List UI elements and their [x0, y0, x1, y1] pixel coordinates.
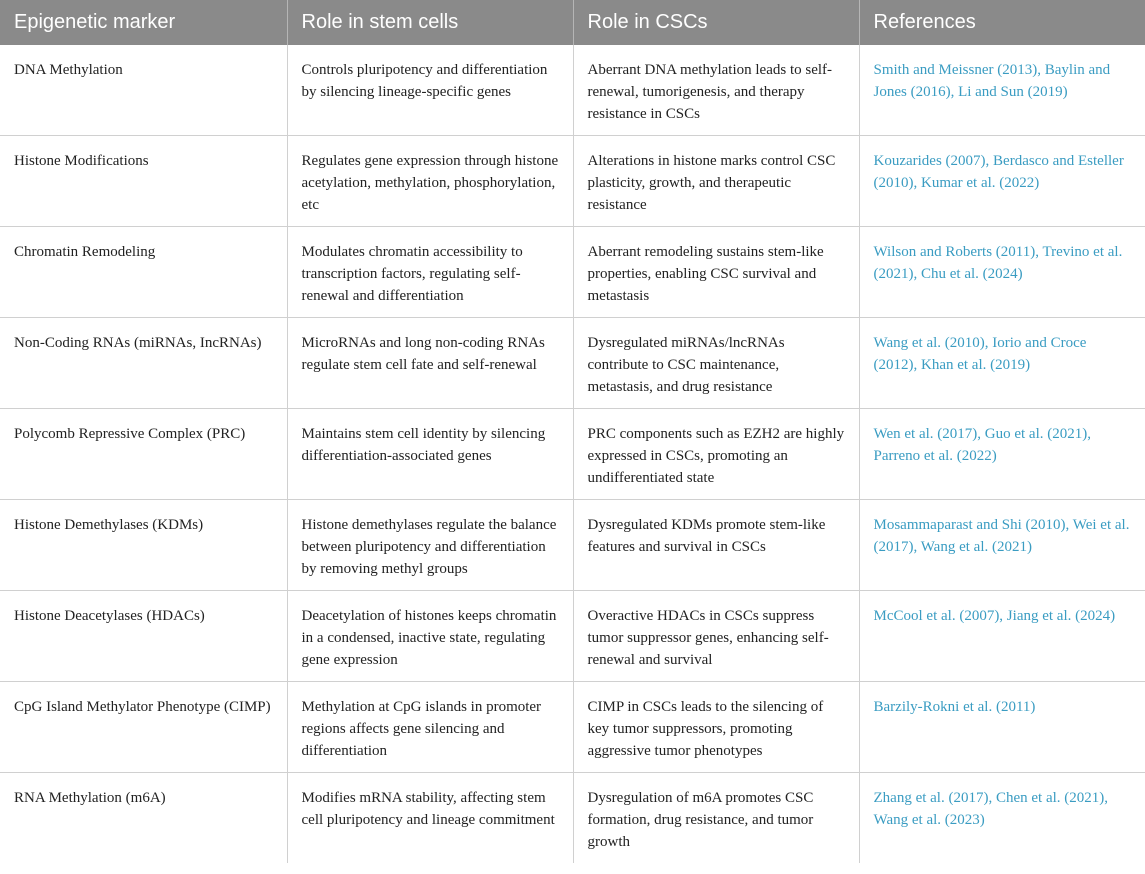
- marker-cell: DNA Methylation: [0, 45, 287, 136]
- references-link[interactable]: Smith and Meissner (2013), Baylin and Jones (2016), Li and Sun (2019): [859, 45, 1145, 136]
- csc-role-cell: Dysregulated KDMs promote stem-like features and survival in CSCs: [573, 500, 859, 591]
- stem-role-cell: Histone demethylases regulate the balance between pluripotency and differentiation by removing methyl groups: [287, 500, 573, 591]
- csc-role-cell: CIMP in CSCs leads to the silencing of key tumor suppressors, promoting aggressive tumor phenotypes: [573, 682, 859, 773]
- references-link[interactable]: Wen et al. (2017), Guo et al. (2021), Parreno et al. (2022): [859, 409, 1145, 500]
- csc-role-cell: Overactive HDACs in CSCs suppress tumor suppressor genes, enhancing self-renewal and survival: [573, 591, 859, 682]
- header-row: [0, 0, 1145, 45]
- csc-role-cell: Alterations in histone marks control CSC plasticity, growth, and therapeutic resistance: [573, 136, 859, 227]
- marker-cell: Non-Coding RNAs (miRNAs, IncRNAs): [0, 318, 287, 409]
- references-link[interactable]: Barzily-Rokni et al. (2011): [859, 682, 1145, 773]
- stem-role-cell: Deacetylation of histones keeps chromatin in a condensed, inactive state, regulating gene expression: [287, 591, 573, 682]
- stem-role-cell: Methylation at CpG islands in promoter regions affects gene silencing and differentiation: [287, 682, 573, 773]
- table-row: [0, 318, 1145, 409]
- header-role-in-cscs: Role in CSCs: [573, 0, 859, 45]
- marker-cell: CpG Island Methylator Phenotype (CIMP): [0, 682, 287, 773]
- header-epigenetic-marker: Epigenetic marker: [0, 0, 287, 45]
- csc-role-cell: Aberrant remodeling sustains stem-like properties, enabling CSC survival and metastasis: [573, 227, 859, 318]
- table-row: [0, 227, 1145, 318]
- header-role-in-stem-cells: Role in stem cells: [287, 0, 573, 45]
- marker-cell: RNA Methylation (m6A): [0, 773, 287, 864]
- references-link[interactable]: Wilson and Roberts (2011), Trevino et al. (2021), Chu et al. (2024): [859, 227, 1145, 318]
- csc-role-cell: Dysregulated miRNAs/lncRNAs contribute to CSC maintenance, metastasis, and drug resistance: [573, 318, 859, 409]
- marker-cell: Chromatin Remodeling: [0, 227, 287, 318]
- table-header: [0, 0, 1145, 45]
- stem-role-cell: Modifies mRNA stability, affecting stem cell pluripotency and lineage commitment: [287, 773, 573, 864]
- references-link[interactable]: Zhang et al. (2017), Chen et al. (2021), Wang et al. (2023): [873, 790, 1109, 828]
- csc-role-cell: Aberrant DNA methylation leads to self-renewal, tumorigenesis, and therapy resistance in CSCs: [573, 45, 859, 136]
- references-link[interactable]: McCool et al. (2007), Jiang et al. (2024): [859, 591, 1145, 682]
- stem-role-cell: Regulates gene expression through histone acetylation, methylation, phosphorylation, etc: [287, 136, 573, 227]
- table-row: [0, 409, 1145, 500]
- references-link[interactable]: Mosammaparast and Shi (2010), Wei et al. (2017), Wang et al. (2021): [859, 500, 1145, 591]
- table-row: [0, 136, 1145, 227]
- table-row: [0, 500, 1145, 591]
- table-row: [0, 773, 1145, 864]
- stem-role-cell: Controls pluripotency and differentiation by silencing lineage-specific genes: [287, 45, 573, 136]
- table-row: [0, 682, 1145, 773]
- marker-cell: Polycomb Repressive Complex (PRC): [0, 409, 287, 500]
- stem-role-cell: Maintains stem cell identity by silencing differentiation-associated genes: [287, 409, 573, 500]
- stem-role-cell: Modulates chromatin accessibility to transcription factors, regulating self-renewal and differentiation: [287, 227, 573, 318]
- csc-role-cell: PRC components such as EZH2 are highly expressed in CSCs, promoting an undifferentiated state: [573, 409, 859, 500]
- table-body: [0, 45, 1145, 863]
- references-link[interactable]: Wang et al. (2010), Iorio and Croce (2012), Khan et al. (2019): [859, 318, 1145, 409]
- table-row: [0, 591, 1145, 682]
- marker-cell: Histone Deacetylases (HDACs): [0, 591, 287, 682]
- marker-cell: Histone Modifications: [0, 136, 287, 227]
- header-references: References: [859, 0, 1145, 45]
- stem-role-cell: MicroRNAs and long non-coding RNAs regulate stem cell fate and self-renewal: [287, 318, 573, 409]
- references-link[interactable]: Kouzarides (2007), Berdasco and Esteller (2010), Kumar et al. (2022): [859, 136, 1145, 227]
- marker-cell: Histone Demethylases (KDMs): [0, 500, 287, 591]
- table-row: [0, 45, 1145, 136]
- csc-role-cell: Dysregulation of m6A promotes CSC formation, drug resistance, and tumor growth: [573, 773, 859, 864]
